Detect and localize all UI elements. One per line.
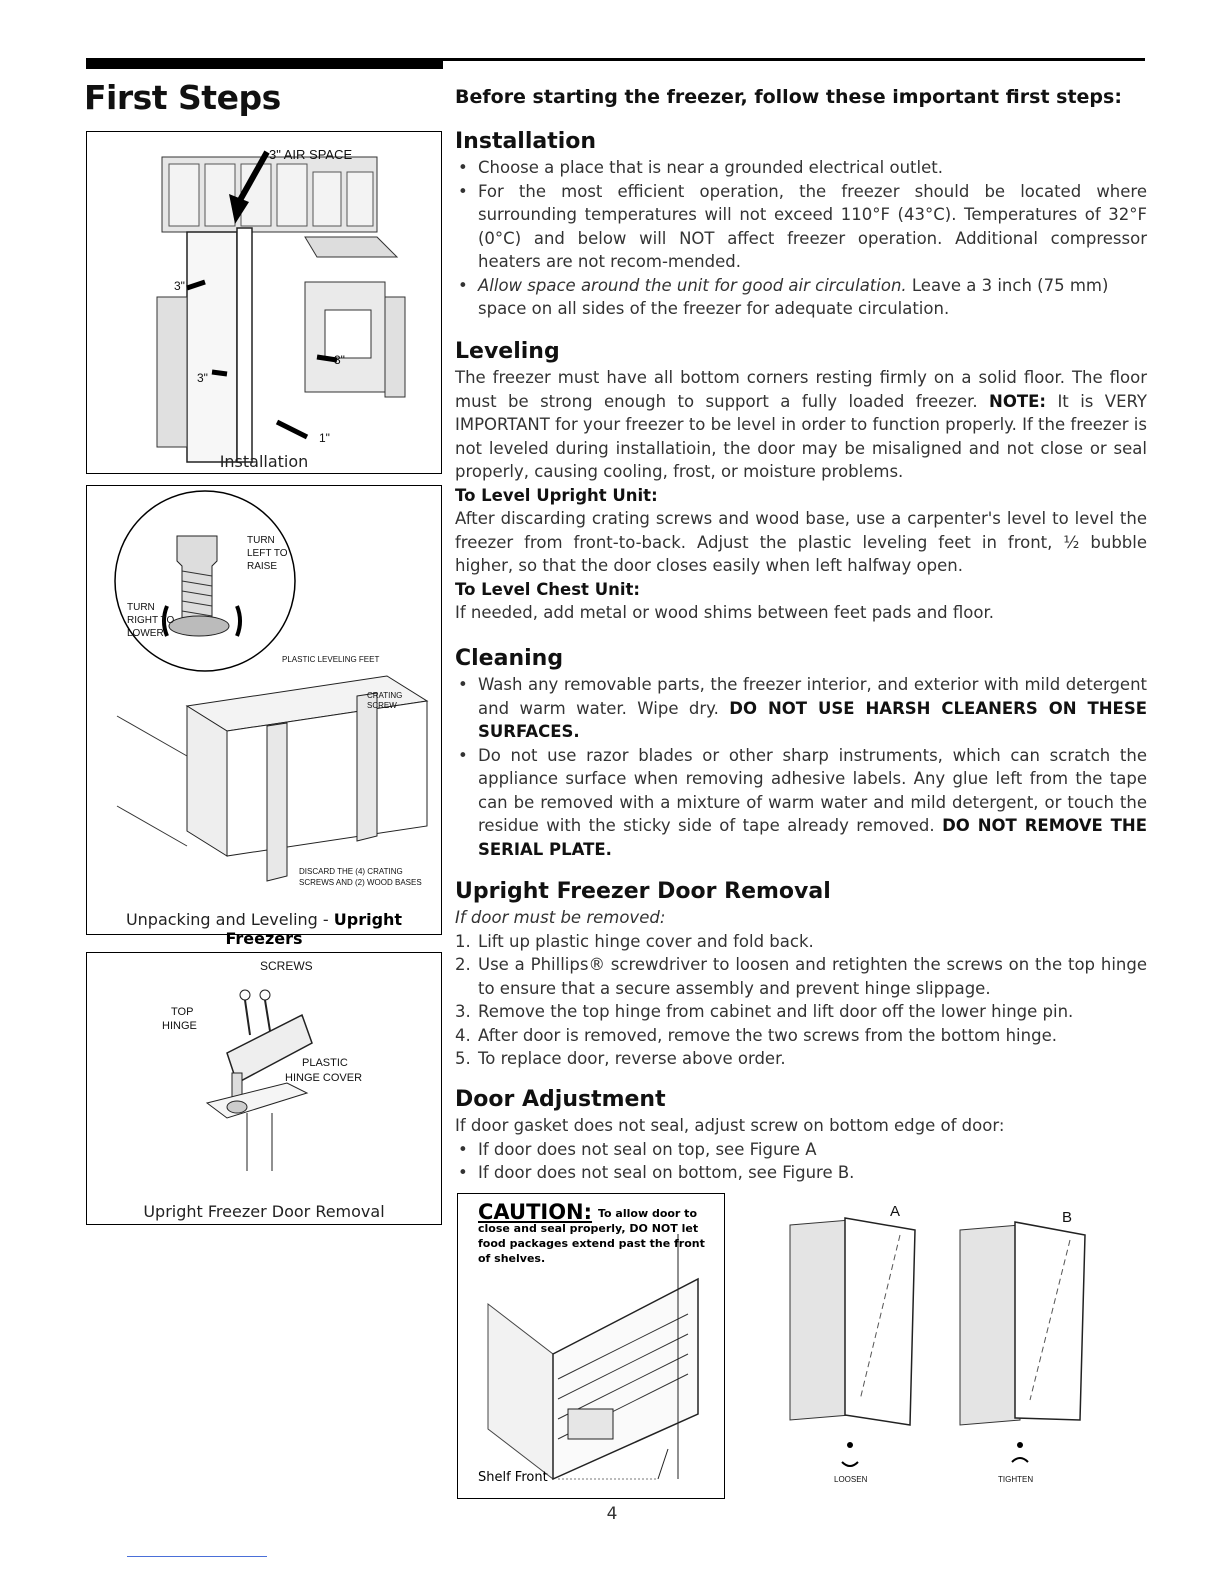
door-removal-caption: Upright Freezer Door Removal <box>143 1202 385 1221</box>
label-turn-right-1: TURN <box>127 602 155 613</box>
label-hinge: HINGE <box>162 1020 197 1032</box>
label-side-right: 3" <box>334 353 345 367</box>
label-air-space: 3" AIR SPACE <box>269 147 353 162</box>
label-crating-2: SCREW <box>367 701 397 710</box>
label-discard-1: DISCARD THE (4) CRATING <box>299 867 403 876</box>
list-item <box>455 953 1147 1000</box>
label-figure-a: A <box>890 1203 901 1220</box>
step-number: 1. <box>455 931 471 951</box>
caution-text: To allow door to close and seal properly, DO NOT let food packages extend past the front of shelves. <box>478 1207 705 1265</box>
body-text: Leave a 3 inch (75 mm) space on all sides of the freezer for adequate circulation. <box>478 275 1109 318</box>
step-text: Lift up plastic hinge cover and fold back. <box>478 931 814 951</box>
list-item <box>455 1000 1147 1024</box>
door-adjustment-list <box>455 1138 1147 1185</box>
label-turn-left-3: RAISE <box>247 561 278 572</box>
step-text: Remove the top hinge from cabinet and lift door off the lower hinge pin. <box>478 1002 1074 1021</box>
label-back: 3" <box>197 371 208 385</box>
list-item: • If door does not seal on top, see Figure A <box>455 1138 1147 1162</box>
leveling-caption-text: Unpacking and Leveling - <box>125 910 334 929</box>
door-removal-section <box>455 878 1147 1071</box>
label-loosen: LOOSEN <box>834 1475 868 1484</box>
leveling-title: Leveling <box>455 339 560 364</box>
label-turn-right-3: LOWER <box>127 628 164 639</box>
list-item <box>455 1024 1147 1048</box>
list-item: • If door does not seal on bottom, see Figure B. <box>455 1161 1147 1185</box>
label-top: TOP <box>171 1006 194 1018</box>
leveling-caption-bold: Upright Freezers <box>225 910 403 948</box>
label-tighten: TIGHTEN <box>998 1475 1034 1484</box>
figure-b <box>960 1209 1085 1484</box>
label-hinge-cover: HINGE COVER <box>285 1072 363 1084</box>
caution-title: CAUTION: <box>478 1200 593 1224</box>
cleaning-section <box>455 645 1147 861</box>
chest-level-text: If needed, add metal or wood shims between feet pads and floor. <box>455 603 994 622</box>
leveling-illustration <box>87 486 443 936</box>
label-figure-b: B <box>1062 1209 1073 1226</box>
door-removal-illustration <box>87 953 443 1226</box>
caution-figure <box>457 1193 725 1499</box>
door-adjust-illustration <box>760 1200 1120 1490</box>
list-item <box>455 744 1147 862</box>
step-number: 3. <box>455 1002 471 1021</box>
lead-heading: Before starting the freezer, follow these important first steps: <box>455 86 1122 108</box>
label-turn-left-2: LEFT TO <box>247 548 288 559</box>
leveling-paragraph <box>455 366 1147 484</box>
label-crating-1: CRATING <box>367 691 403 700</box>
door-removal-steps <box>455 930 1147 1071</box>
door-adjustment-intro: If door gasket does not seal, adjust screw on bottom edge of door: <box>455 1116 1005 1135</box>
bottom-rule <box>127 1556 267 1557</box>
upright-level-text: After discarding crating screws and wood base, use a carpenter's level to level the freezer from front-to-back. Adjust the plastic leveling feet in front, ½ bubble higher, so that the door closes easily when left halfway open. <box>455 509 1147 575</box>
header-rule-thin <box>443 58 1145 61</box>
header-rule-thick <box>86 58 443 69</box>
page-number: 4 <box>606 1504 618 1524</box>
label-feet: PLASTIC LEVELING FEET <box>282 655 380 664</box>
body-text: The freezer must have all bottom corners resting firmly on a solid floor. The floor must be strong enough to support a fully loaded freezer. <box>455 368 1147 411</box>
list-item <box>455 673 1147 744</box>
cleaning-list <box>455 673 1147 861</box>
leveling-caption <box>87 910 441 948</box>
figure-a <box>790 1203 915 1484</box>
page-title: First Steps <box>84 78 281 117</box>
installation-section <box>455 128 1147 321</box>
label-side-left: 3" <box>174 279 185 293</box>
step-text: Use a Phillips® screwdriver to loosen and retighten the screws on the top hinge to ensure that a secure assembly and prevent hinge slippage. <box>478 955 1147 998</box>
warning-text: DO NOT USE HARSH CLEANERS ON THESE SURFACES. <box>478 698 1147 741</box>
leveling-section <box>455 338 1147 625</box>
body-text: Do not use razor blades or other sharp instruments, which can scratch the appliance surface when removing adhesive labels. Any glue left from the tape can be removed with a mixture of warm water and mild detergent, or touch the residue with the sticky side of tape already removed. <box>478 745 1147 835</box>
installation-illustration <box>87 132 443 475</box>
list-item <box>455 930 1147 954</box>
step-text: After door is removed, remove the two screws from the bottom hinge. <box>478 1025 1057 1045</box>
list-item <box>455 274 1147 321</box>
note-label: NOTE: <box>989 391 1047 411</box>
step-number: 2. <box>455 955 471 974</box>
upright-level-title: To Level Upright Unit: <box>455 485 658 505</box>
chest-level-title: To Level Chest Unit: <box>455 579 640 599</box>
door-removal-intro: If door must be removed: <box>455 908 666 927</box>
step-text: To replace door, reverse above order. <box>478 1049 786 1068</box>
italic-text: Allow space around the unit for good air circulation. <box>478 275 907 295</box>
installation-title: Installation <box>455 129 597 154</box>
leveling-figure <box>86 485 442 948</box>
door-removal-figure <box>86 952 442 1225</box>
door-adjustment-section <box>455 1086 1147 1185</box>
step-number: 5. <box>455 1049 471 1068</box>
list-item: • Choose a place that is near a grounded electrical outlet. <box>455 156 1147 180</box>
shelf-front-label: Shelf Front <box>478 1470 548 1485</box>
label-turn-left-1: TURN <box>247 535 275 546</box>
label-bottom: 1" <box>319 431 330 445</box>
label-screws: SCREWS <box>260 959 313 973</box>
installation-figure <box>86 131 442 474</box>
warning-text: DO NOT REMOVE THE SERIAL PLATE. <box>478 816 1147 859</box>
step-number: 4. <box>455 1025 471 1045</box>
body-text: Wash any removable parts, the freezer interior, and exterior with mild detergent and warm water. Wipe dry. <box>478 675 1147 718</box>
list-item <box>455 1047 1147 1071</box>
installation-list <box>455 156 1147 321</box>
label-turn-right-2: RIGHT TO <box>127 615 175 626</box>
door-removal-title: Upright Freezer Door Removal <box>455 879 831 904</box>
door-adjust-figures <box>760 1200 1120 1490</box>
label-discard-2: SCREWS AND (2) WOOD BASES <box>299 878 422 887</box>
label-plastic: PLASTIC <box>302 1057 348 1069</box>
body-text: It is VERY IMPORTANT for your freezer to be level in order to function properly. If the freezer is not leveled during installatioin, the door may be misaligned and not close or seal properly, causing cooling, frost, or moisture problems. <box>455 391 1148 481</box>
cleaning-title: Cleaning <box>455 646 564 671</box>
list-item: • For the most efficient operation, the freezer should be located where surrounding temperatures will not exceed 110°F (43°C). Temperatures of 32°F (0°C) and below will NOT affect freezer operation. Additional compressor heaters are not recom-mended. <box>455 180 1147 274</box>
installation-caption: Installation <box>219 452 309 471</box>
door-adjustment-title: Door Adjustment <box>455 1087 666 1112</box>
